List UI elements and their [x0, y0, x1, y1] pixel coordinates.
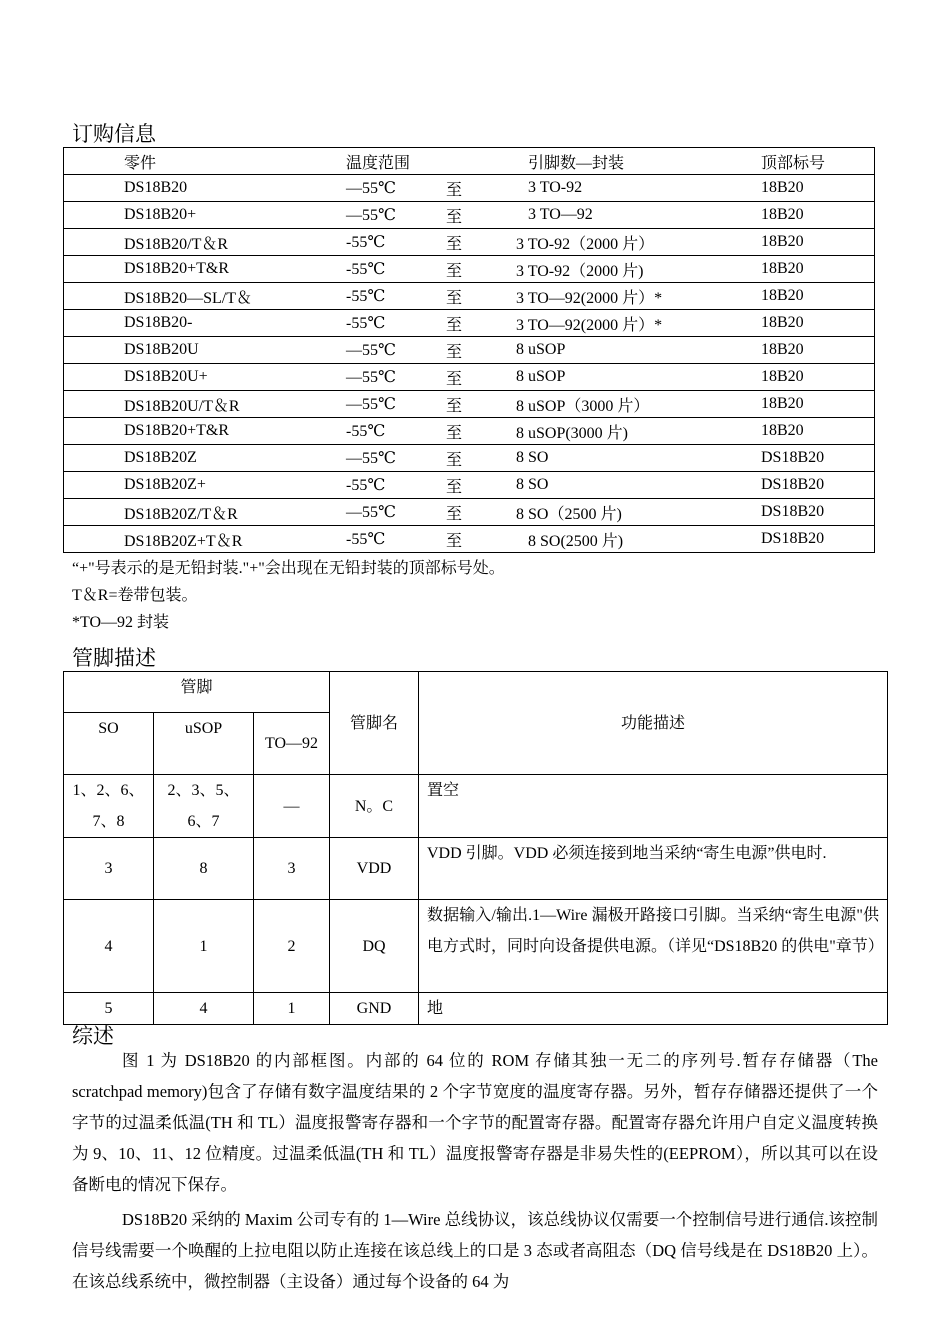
temp-cell: —55℃ [346, 202, 446, 229]
pin-description-heading: 管脚描述 [72, 646, 156, 670]
marking-cell: 18B20 [761, 364, 875, 391]
package-cell: 3 TO-92 [516, 175, 761, 202]
ordering-row [64, 526, 875, 553]
pin-row [64, 775, 888, 838]
so-pin-cell: 5 [64, 993, 154, 1025]
package-cell: 8 uSOP [516, 337, 761, 364]
marking-cell: 18B20 [761, 283, 875, 310]
pin-row [64, 838, 888, 900]
pin-name-cell: N。C [330, 775, 419, 838]
marking-cell: 18B20 [761, 337, 875, 364]
package-cell: 8 SO [516, 445, 761, 472]
so-pin-cell: 4 [64, 900, 154, 993]
usop-pin-cell: 2、3、5、6、7 [154, 775, 254, 838]
part-cell: 零件 [64, 148, 347, 175]
to92-pin-cell: 1 [254, 993, 330, 1025]
package-cell: 8 SO [516, 472, 761, 499]
package-cell: 8 SO（2500 片) [516, 499, 761, 526]
to92-pin-cell: — [254, 775, 330, 838]
marking-cell: DS18B20 [761, 445, 875, 472]
ordering-info-heading: 订购信息 [72, 122, 156, 146]
to-cell: 至 [446, 175, 516, 202]
ordering-row [64, 445, 875, 472]
package-cell: 8 uSOP(3000 片) [516, 418, 761, 445]
ordering-row [64, 499, 875, 526]
to-cell: 至 [446, 391, 516, 418]
package-cell: 3 TO—92(2000 片）* [516, 283, 761, 310]
pin-name-cell: VDD [330, 838, 419, 900]
temp-cell: —55℃ [346, 445, 446, 472]
temp-cell: —55℃ [346, 499, 446, 526]
note-tape-reel: T＆R=卷带包装。 [72, 587, 198, 604]
to-cell: 至 [446, 310, 516, 337]
to-cell: 至 [446, 283, 516, 310]
temp-cell: -55℃ [346, 256, 446, 283]
note-to92: *TO—92 封装 [72, 614, 170, 631]
marking-cell: 18B20 [761, 418, 875, 445]
temp-cell: -55℃ [346, 472, 446, 499]
part-cell: DS18B20 [64, 175, 347, 202]
marking-cell: 18B20 [761, 202, 875, 229]
overview-text [72, 1045, 878, 1297]
temp-cell: -55℃ [346, 418, 446, 445]
so-header: SO [64, 713, 154, 775]
part-cell: DS18B20+T&R [64, 256, 347, 283]
ordering-row [64, 418, 875, 445]
part-cell: DS18B20+T&R [64, 418, 347, 445]
package-cell: 引脚数—封装 [516, 148, 761, 175]
package-cell: 3 TO-92（2000 片) [516, 256, 761, 283]
package-cell: 8 uSOP [516, 364, 761, 391]
part-cell: DS18B20Z+ [64, 472, 347, 499]
to-cell: 至 [446, 418, 516, 445]
ordering-header-row [64, 148, 875, 175]
pin-row [64, 993, 888, 1025]
usop-pin-cell: 8 [154, 838, 254, 900]
ordering-table [63, 147, 875, 553]
to92-header: TO—92 [254, 713, 330, 775]
ordering-row [64, 283, 875, 310]
package-cell: 3 TO—92 [516, 202, 761, 229]
to-cell: 至 [446, 202, 516, 229]
marking-cell: 顶部标号 [761, 148, 875, 175]
overview-heading: 综述 [72, 1024, 114, 1048]
note-lead-free: “+"号表示的是无铅封装."+"会出现在无铅封装的顶部标号处。 [72, 560, 505, 577]
ordering-row [64, 337, 875, 364]
marking-cell: 18B20 [761, 256, 875, 283]
marking-cell: 18B20 [761, 310, 875, 337]
to-cell: 至 [446, 337, 516, 364]
part-cell: DS18B20U+ [64, 364, 347, 391]
to-cell [446, 148, 516, 175]
usop-pin-cell: 4 [154, 993, 254, 1025]
to-cell: 至 [446, 499, 516, 526]
temp-cell: -55℃ [346, 229, 446, 256]
package-cell: 8 SO(2500 片) [516, 526, 761, 553]
pin-row [64, 900, 888, 993]
temp-cell: 温度范围 [346, 148, 446, 175]
package-cell: 3 TO-92（2000 片） [516, 229, 761, 256]
part-cell: DS18B20—SL/T＆ [64, 283, 347, 310]
temp-cell: -55℃ [346, 283, 446, 310]
marking-cell: 18B20 [761, 229, 875, 256]
part-cell: DS18B20Z+T＆R [64, 526, 347, 553]
marking-cell: DS18B20 [761, 526, 875, 553]
function-desc-header: 功能描述 [419, 672, 888, 775]
usop-header: uSOP [154, 713, 254, 775]
marking-cell: 18B20 [761, 175, 875, 202]
ordering-row [64, 310, 875, 337]
so-pin-cell: 1、2、6、7、8 [64, 775, 154, 838]
ordering-row [64, 391, 875, 418]
temp-cell: —55℃ [346, 175, 446, 202]
pin-desc-cell: VDD 引脚。VDD 必须连接到地当采纳“寄生电源”供电时. [419, 838, 888, 900]
temp-cell: —55℃ [346, 337, 446, 364]
part-cell: DS18B20+ [64, 202, 347, 229]
to-cell: 至 [446, 364, 516, 391]
overview-paragraph-1: 图 1 为 DS18B20 的内部框图。内部的 64 位的 ROM 存储其独一无二的序列号.暂存存储器（The scratchpad memory)包含了存储有数字温度结果的 2 个字节宽度的温度寄存器。另外，暂存存储器还提供了一个字节的过温柔低温(TH 和 TL）温度报警寄存器和一个字节的配置寄存器。配置寄存器允许用户自定义温度转换为 9、10、11、12 位精度。过温柔低温(TH 和 TL）温度报警寄存器是非易失性的(EEPROM），所以其可以在设备断电的情况下保存。 [72, 1051, 878, 1194]
usop-pin-cell: 1 [154, 900, 254, 993]
to-cell: 至 [446, 256, 516, 283]
to-cell: 至 [446, 229, 516, 256]
ordering-row [64, 256, 875, 283]
pin-name-header: 管脚名 [330, 672, 419, 775]
overview-paragraph-2: DS18B20 采纳的 Maxim 公司专有的 1—Wire 总线协议，该总线协议仅需要一个控制信号进行通信.该控制信号线需要一个唤醒的上拉电阻以防止连接在该总线上的口是 3 态或者高阻态（DQ 信号线是在 DS18B20 上）。在该总线系统中，微控制器（主设备）通过每个设备的 64 为 [72, 1210, 878, 1291]
so-pin-cell: 3 [64, 838, 154, 900]
ordering-row [64, 364, 875, 391]
ordering-row [64, 202, 875, 229]
package-cell: 8 uSOP（3000 片） [516, 391, 761, 418]
part-cell: DS18B20/T＆R [64, 229, 347, 256]
part-cell: DS18B20U/T＆R [64, 391, 347, 418]
marking-cell: DS18B20 [761, 499, 875, 526]
temp-cell: -55℃ [346, 310, 446, 337]
temp-cell: —55℃ [346, 364, 446, 391]
ordering-notes [72, 555, 505, 636]
ordering-row [64, 229, 875, 256]
package-cell: 3 TO—92(2000 片）* [516, 310, 761, 337]
part-cell: DS18B20Z/T＆R [64, 499, 347, 526]
to92-pin-cell: 3 [254, 838, 330, 900]
pin-desc-cell: 数据输入/输出.1—Wire 漏极开路接口引脚。当采纳“寄生电源"供电方式时，同时向设备提供电源。（详见“DS18B20 的供电"章节） [419, 900, 888, 993]
pin-name-cell: GND [330, 993, 419, 1025]
to-cell: 至 [446, 526, 516, 553]
temp-cell: -55℃ [346, 526, 446, 553]
to-cell: 至 [446, 445, 516, 472]
marking-cell: DS18B20 [761, 472, 875, 499]
pin-table [63, 671, 888, 1025]
part-cell: DS18B20U [64, 337, 347, 364]
ordering-row [64, 472, 875, 499]
temp-cell: —55℃ [346, 391, 446, 418]
to92-pin-cell: 2 [254, 900, 330, 993]
pin-desc-cell: 置空 [419, 775, 888, 838]
marking-cell: 18B20 [761, 391, 875, 418]
pin-group-header: 管脚 [64, 672, 330, 713]
pin-name-cell: DQ [330, 900, 419, 993]
part-cell: DS18B20- [64, 310, 347, 337]
ordering-row [64, 175, 875, 202]
to-cell: 至 [446, 472, 516, 499]
pin-desc-cell: 地 [419, 993, 888, 1025]
part-cell: DS18B20Z [64, 445, 347, 472]
